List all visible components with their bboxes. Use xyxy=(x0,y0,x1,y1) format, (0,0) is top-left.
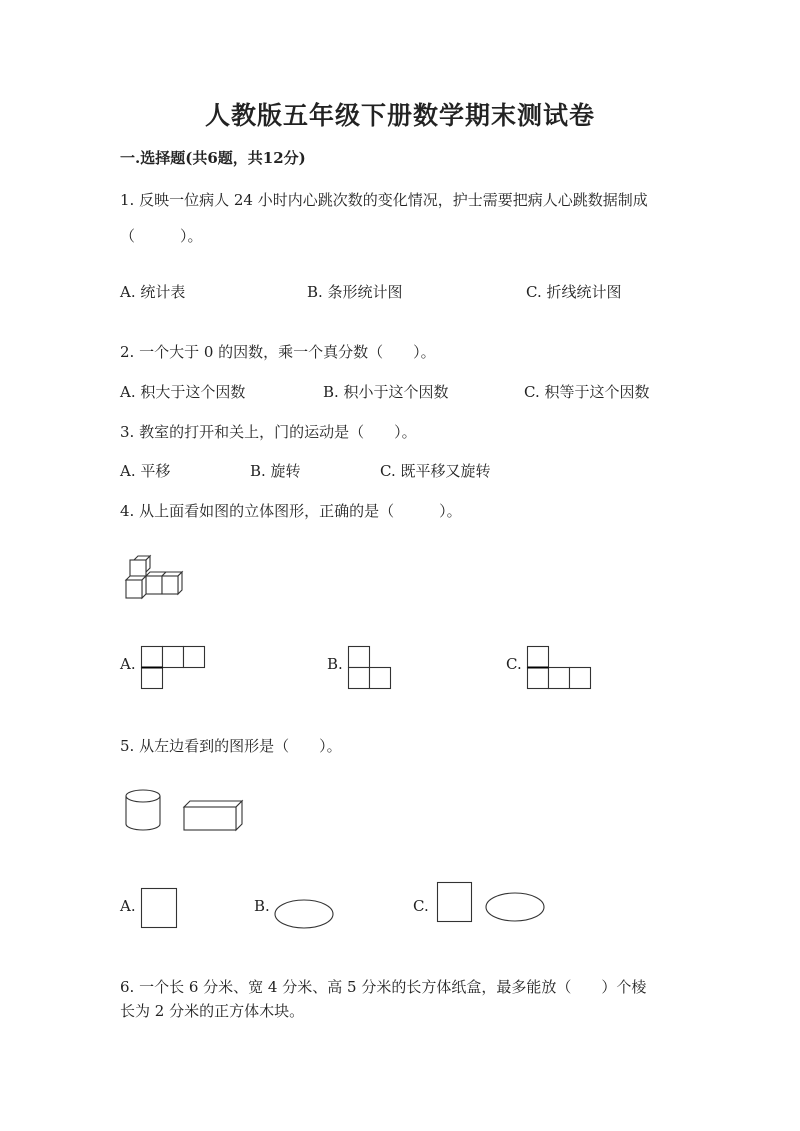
question-4-option-c-label[interactable]: C. xyxy=(506,655,522,673)
question-3-option-a[interactable]: A. 平移 xyxy=(120,462,171,480)
cuboid-figure xyxy=(183,800,245,832)
page-title: 人教版五年级下册数学期末测试卷 xyxy=(204,101,595,130)
question-2-option-a[interactable]: A. 积大于这个因数 xyxy=(120,383,246,401)
question-3-text: 3. 教室的打开和关上，门的运动是（ ）。 xyxy=(120,423,417,441)
question-1-line-2: （ ）。 xyxy=(120,227,203,245)
question-5-option-b-ellipse[interactable] xyxy=(274,899,336,931)
stacked-cubes-figure xyxy=(120,556,190,606)
question-5-option-c-rectangle[interactable] xyxy=(437,882,475,924)
question-1-option-a[interactable]: A. 统计表 xyxy=(120,283,186,301)
question-4-option-a-label[interactable]: A. xyxy=(120,655,136,673)
question-6-line-2: 长为 2 分米的正方体木块。 xyxy=(120,1002,305,1020)
question-1-option-c[interactable]: C. 折线统计图 xyxy=(526,283,622,301)
question-1-option-b[interactable]: B. 条形统计图 xyxy=(307,283,403,301)
question-5-option-c-ellipse[interactable] xyxy=(485,892,547,924)
question-4-option-b-label[interactable]: B. xyxy=(327,655,343,673)
question-4-option-a-figure[interactable] xyxy=(141,646,207,692)
question-4-option-c-figure[interactable] xyxy=(527,646,593,692)
question-5-option-c-label[interactable]: C. xyxy=(413,897,429,915)
question-5-option-a-label[interactable]: A. xyxy=(120,897,136,915)
question-3-option-c[interactable]: C. 既平移又旋转 xyxy=(380,462,491,480)
question-2-text: 2. 一个大于 0 的因数，乘一个真分数（ ）。 xyxy=(120,343,436,361)
question-4-option-b-figure[interactable] xyxy=(348,646,394,692)
question-5-option-b-label[interactable]: B. xyxy=(254,897,270,915)
question-4-text: 4. 从上面看如图的立体图形，正确的是（ ）。 xyxy=(120,502,462,520)
question-1-line-1: 1. 反映一位病人 24 小时内心跳次数的变化情况，护士需要把病人心跳数据制成 xyxy=(120,191,648,209)
question-3-option-b[interactable]: B. 旋转 xyxy=(250,462,301,480)
question-2-option-b[interactable]: B. 积小于这个因数 xyxy=(323,383,449,401)
question-5-text: 5. 从左边看到的图形是（ ）。 xyxy=(120,737,342,755)
section-heading: 一.选择题(共6题，共12分) xyxy=(120,149,306,167)
question-6-line-1: 6. 一个长 6 分米、宽 4 分米、高 5 分米的长方体纸盒，最多能放（ ）个棱 xyxy=(120,978,647,996)
question-5-option-a-rectangle[interactable] xyxy=(141,888,179,930)
cylinder-figure xyxy=(125,789,165,833)
question-2-option-c[interactable]: C. 积等于这个因数 xyxy=(524,383,650,401)
